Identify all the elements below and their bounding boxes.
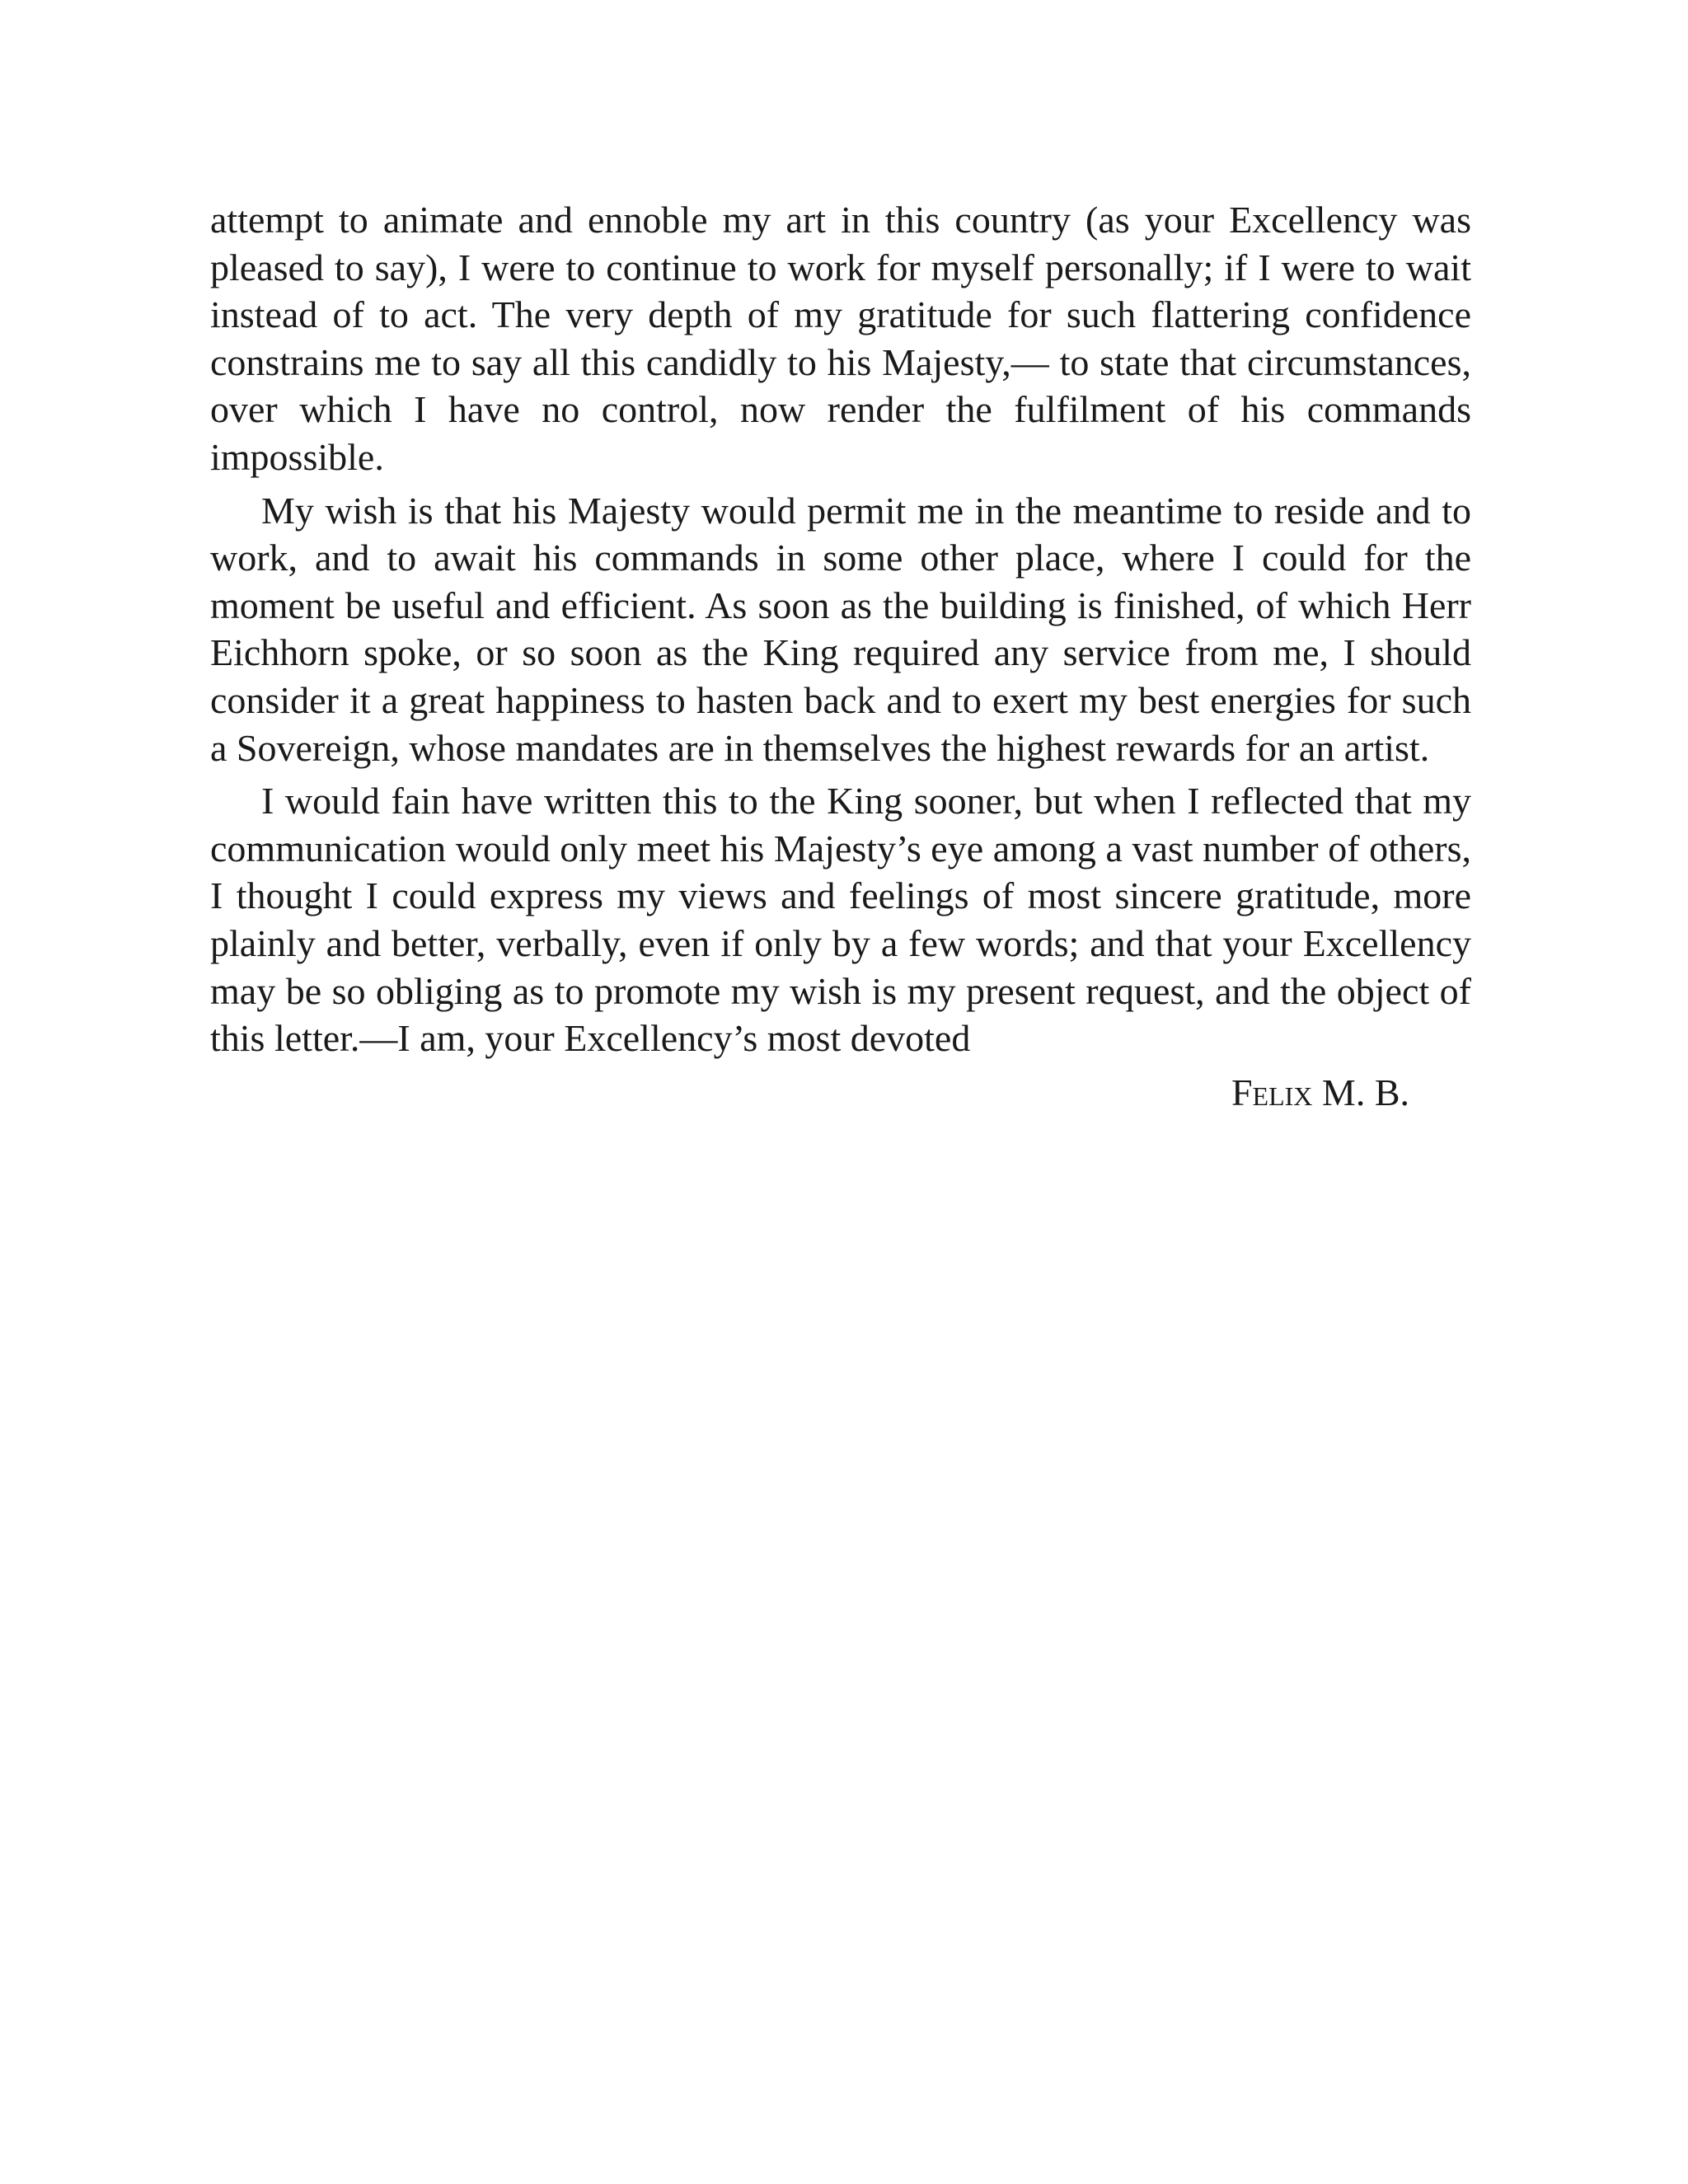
signature: Felix M. B.	[1231, 1071, 1409, 1113]
paragraph-continuation: attempt to animate and ennoble my art in this country (as your Excellency was pleased to say), I were to continue to work for myself personally; if I were to wait instead of to act. The very depth of my gratitude for such flattering confidence constrains me to say all this candidly to his Majesty,— to state that circumstances, over which I have no control, now render the fulfilment of his commands impossible.	[210, 199, 1471, 478]
paragraph-request: I would fain have written this to the King sooner, but when I reflected that my communication would only meet his Majesty’s eye among a vast number of others, I thought I could express my views and feelings of most sincere gratitude, more plainly and better, verbally, even if only by a few words; and that your Excellency may be so obliging as to promote my wish is my present request, and the object of this letter.—I am, your Excellency’s most devoted	[210, 780, 1471, 1060]
paragraph-wish: My wish is that his Majesty would permit me in the meantime to reside and to work, and to await his commands in some other place, where I could for the moment be useful and efficient. As soon as the building is finished, of which Herr Eichhorn spoke, or so soon as the King required any service from me, I should consider it a great happiness to hasten back and to exert my best energies for such a Sovereign, whose mandates are in themselves the highest rewards for an artist.	[210, 489, 1471, 769]
letter-page	[210, 196, 1471, 1116]
